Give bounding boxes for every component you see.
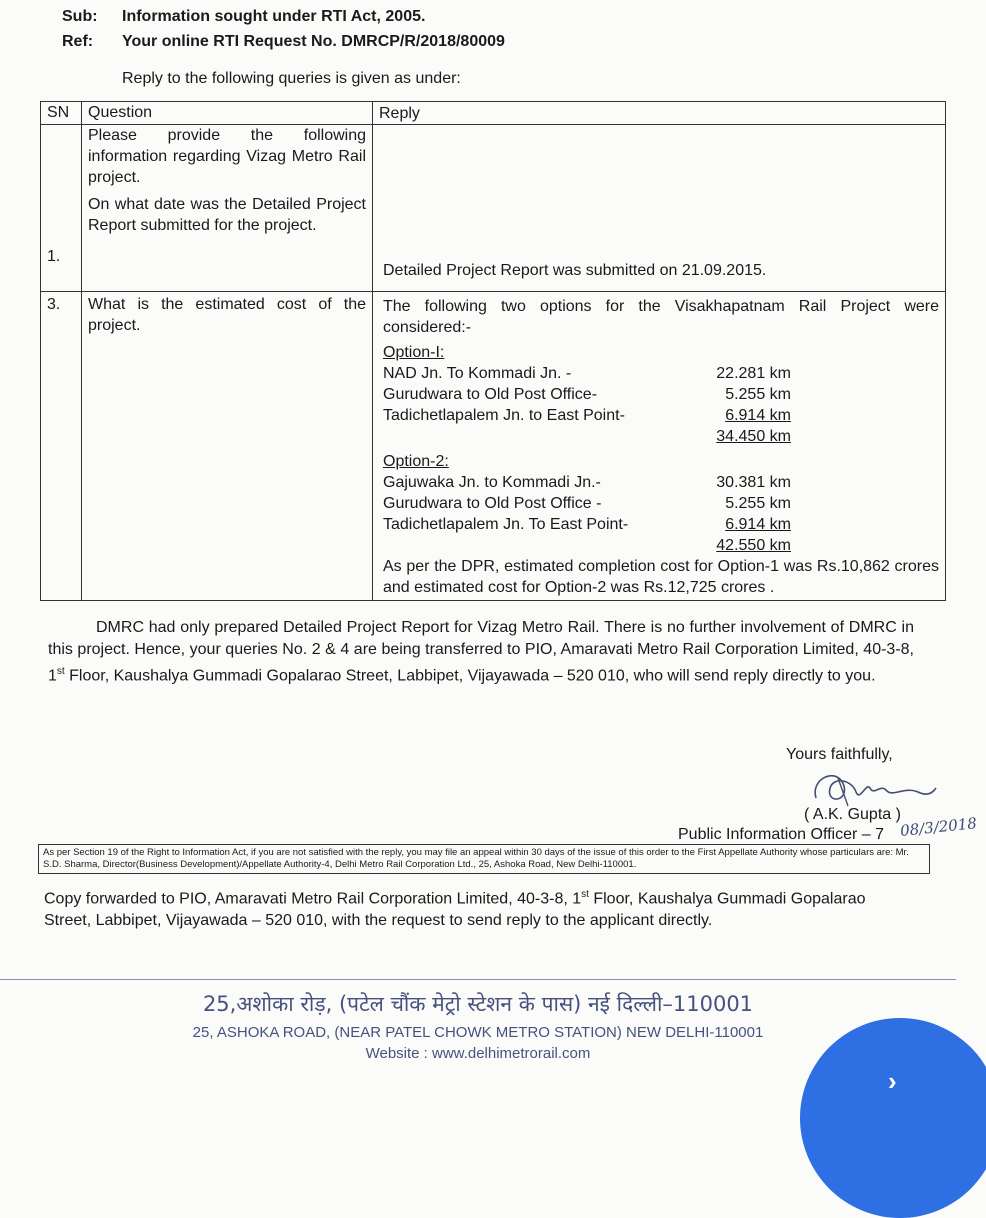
list-item [383, 405, 791, 426]
list-item [383, 514, 791, 535]
list-item [383, 363, 791, 384]
subject-label: Sub: [62, 8, 98, 25]
option1-title: Option-I: [383, 344, 445, 361]
closing-text: Yours faithfully, [786, 746, 893, 763]
option2-item2-km: 5.255 km [725, 495, 791, 512]
row3-sn: 3. [41, 292, 82, 601]
row1-question-intro: Please provide the following information regarding Vizag Metro Rail project. [88, 127, 366, 186]
option1-item2-km: 5.255 km [725, 386, 791, 403]
table-row [41, 125, 946, 292]
reply-table [40, 101, 946, 601]
header-reply: Reply [373, 102, 946, 125]
copy-forwarded-text1: Copy forwarded to PIO, Amaravati Metro Rail Corporation Limited, 40-3-8, 1 [44, 890, 582, 908]
option1-item1-label: NAD Jn. To Kommadi Jn. - [383, 365, 572, 382]
footer-address-english: 25, ASHOKA ROAD, (NEAR PATEL CHOWK METRO STATION) NEW DELHI-110001 [192, 1024, 764, 1041]
option2-item3-label: Tadichetlapalem Jn. To East Point- [383, 516, 629, 533]
list-item [383, 472, 791, 493]
appeal-note: As per Section 19 of the Right to Information Act, if you are not satisfied with the reply, you may file an appeal within 30 days of the issue of this order to the First Appellate Authority whose particulars are: Mr. S.D. Sharma, Director(Business Development)/Appellate Authority-4, Delhi Metro Rail Corporation Ltd., 25, Ashoka Road, New Delhi-110001. [38, 844, 930, 874]
header-sn: SN [41, 102, 82, 125]
copy-forwarded-text2: Floor, Kaushalya Gummadi Gopalarao Street, Labbipet, Vijayawada – 520 010, with the request to send reply to the applicant directly. [44, 890, 866, 930]
body-paragraph-text2: Floor, Kaushalya Gummadi Gopalarao Street, Labbipet, Vijayawada – 520 010, who will send reply directly to you. [64, 667, 876, 685]
reference-text: Your online RTI Request No. DMRCP/R/2018/80009 [122, 33, 505, 50]
table-row [41, 292, 946, 601]
copy-forwarded [44, 884, 910, 932]
option1-item2-label: Gurudwara to Old Post Office- [383, 386, 598, 403]
subject-line [62, 8, 425, 26]
footer-address-hindi: 25,अशोका रोड़, (पटेल चौंक मेट्रो स्टेशन के पास) नई दिल्ली–110001 [202, 992, 754, 1016]
option2-item1-label: Gajuwaka Jn. to Kommadi Jn.- [383, 474, 601, 491]
signatory-name: ( A.K. Gupta ) [804, 806, 901, 823]
handwritten-date: 08/3/2018 [899, 814, 978, 840]
reference-line [62, 33, 505, 51]
option2-title: Option-2: [383, 453, 449, 470]
body-paragraph [48, 617, 914, 687]
option1-item3-km: 6.914 km [725, 407, 791, 424]
row1-sn: 1. [41, 125, 82, 292]
intro-text: Reply to the following queries is given as under: [122, 70, 461, 87]
floating-action-button[interactable] [800, 1018, 986, 1218]
option1-total-row [383, 426, 791, 447]
row1-question [82, 125, 373, 292]
footer-website[interactable]: Website : www.delhimetrorail.com [365, 1045, 591, 1062]
chevron-icon: › [888, 1066, 897, 1096]
body-paragraph-sup: st [56, 666, 65, 677]
option2-item3-km: 6.914 km [725, 516, 791, 533]
option1-total: 34.450 km [716, 428, 791, 445]
option2-total-row [383, 535, 791, 556]
signatory-designation: Public Information Officer – 7 [678, 826, 885, 843]
header-question: Question [82, 102, 373, 125]
row3-question: What is the estimated cost of the project. [82, 292, 373, 601]
body-paragraph-text1: DMRC had only prepared Detailed Project Report for Vizag Metro Rail. There is no further involvement of DMRC in this project. Hence, your queries No. 2 & 4 are being transferred to PIO, Amaravati Metro Rail Corporation Limited, 40-3-8, 1 [48, 619, 914, 685]
option2-item1-km: 30.381 km [716, 474, 791, 491]
option2-item2-label: Gurudwara to Old Post Office - [383, 495, 602, 512]
option2-total: 42.550 km [716, 537, 791, 554]
footer-divider [0, 979, 956, 980]
row1-question-main: On what date was the Detailed Project Report submitted for the project. [88, 196, 366, 234]
row1-reply: Detailed Project Report was submitted on 21.09.2015. [373, 125, 946, 292]
row3-reply-intro: The following two options for the Visakhapatnam Rail Project were considered:- [383, 298, 939, 336]
subject-text: Information sought under RTI Act, 2005. [122, 8, 426, 25]
option1-item1-km: 22.281 km [716, 365, 791, 382]
copy-forwarded-sup: st [581, 889, 589, 900]
row3-reply-conclusion: As per the DPR, estimated completion cost for Option-1 was Rs.10,862 crores and estimated cost for Option-2 was Rs.12,725 crores . [383, 558, 939, 596]
reference-label: Ref: [62, 33, 94, 50]
table-header-row [41, 102, 946, 125]
list-item [383, 493, 791, 514]
row3-reply [373, 292, 946, 601]
option1-item3-label: Tadichetlapalem Jn. to East Point- [383, 407, 625, 424]
list-item [383, 384, 791, 405]
